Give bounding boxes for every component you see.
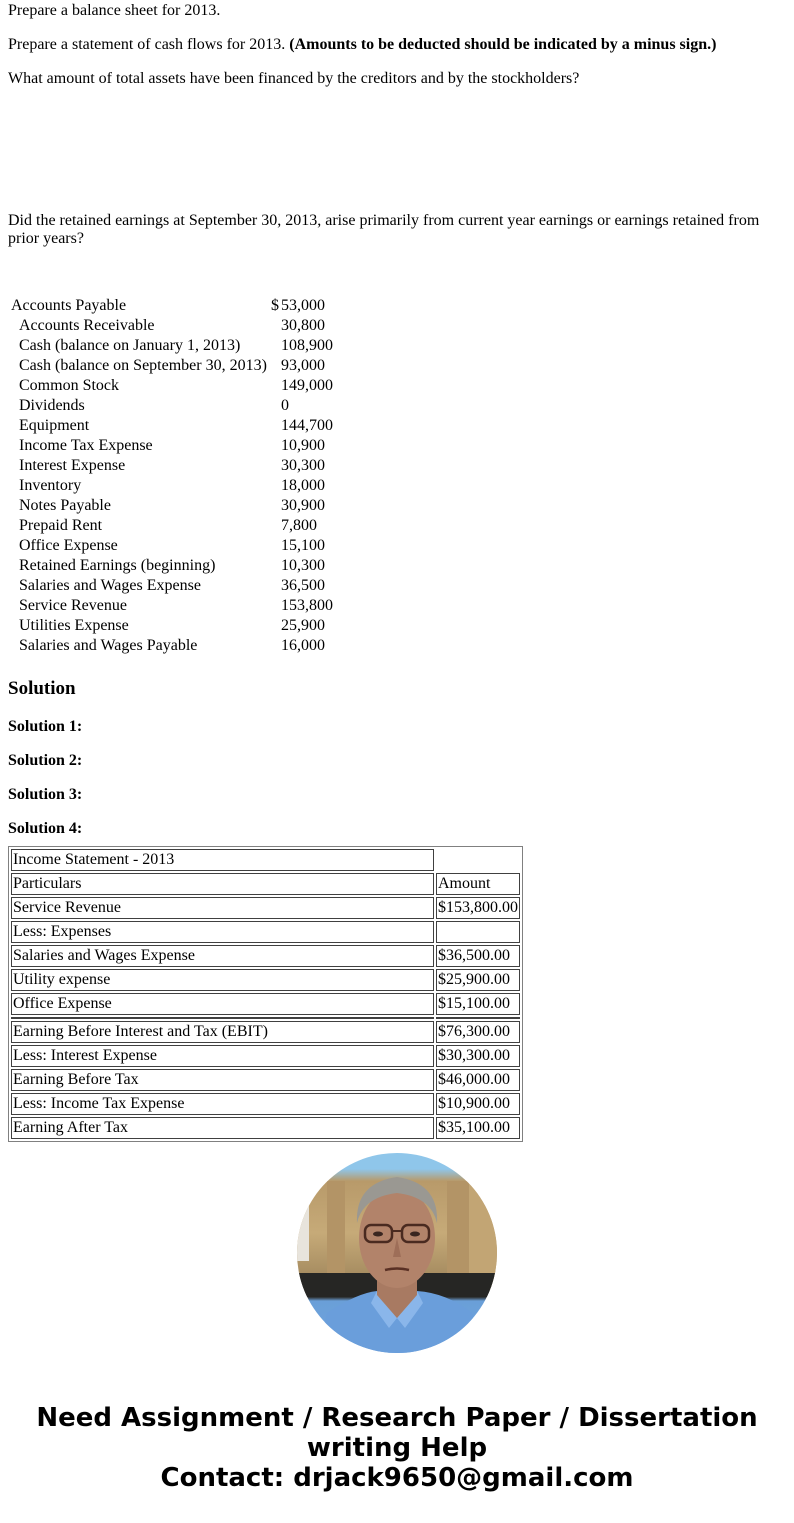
account-value: 153,800 [280,597,333,614]
row-amount: $10,900.00 [436,1093,520,1115]
account-value: 149,000 [280,377,333,394]
row-amount: $36,500.00 [436,945,520,967]
solution-1-heading: Solution 1: [8,718,83,735]
account-label: Income Tax Expense [19,437,153,454]
table-row [11,921,520,943]
account-value: 7,800 [280,517,317,534]
accounts-table [8,296,336,656]
spacer [8,104,786,196]
table-row [11,969,520,991]
column-header-particulars: Particulars [11,873,434,895]
solution-3-heading: Solution 3: [8,786,83,803]
account-value: 36,500 [280,577,325,594]
account-row [10,556,334,576]
account-value: 25,900 [280,617,325,634]
account-row [10,576,334,596]
question-cash-flows-note: (Amounts to be deducted should be indicated by a minus sign.) [289,36,717,53]
account-label: Common Stock [19,377,120,394]
row-label: Less: Interest Expense [11,1045,434,1067]
spacer [8,264,786,296]
income-statement-title: Income Statement - 2013 [11,849,434,871]
table-row [11,1045,520,1067]
income-statement-table [8,846,523,1142]
account-row [10,536,334,556]
table-row [11,993,520,1015]
account-row [10,336,334,356]
row-amount: $30,300.00 [436,1045,520,1067]
account-label: Salaries and Wages Payable [19,637,198,654]
account-value: 108,900 [280,337,333,354]
account-label: Accounts Payable [11,297,127,314]
document-body [8,0,786,1142]
table-header-row [11,873,520,895]
account-label: Equipment [19,417,90,434]
banner-contact-email: Contact: drjack9650@gmail.com [160,1463,634,1493]
account-label: Utilities Expense [19,617,129,634]
row-label: Less: Income Tax Expense [11,1093,434,1115]
account-row [10,356,334,376]
table-title-row [11,849,520,871]
account-row [10,376,334,396]
account-row [10,596,334,616]
account-value: 18,000 [280,477,325,494]
row-amount: $76,300.00 [436,1021,520,1043]
row-label: Salaries and Wages Expense [11,945,434,967]
account-row [10,316,334,336]
account-label: Office Expense [19,537,118,554]
row-label: Utility expense [11,969,434,991]
column-header-amount: Amount [436,873,520,895]
row-amount: $15,100.00 [436,993,520,1015]
account-value: 15,100 [280,537,325,554]
row-amount: $25,900.00 [436,969,520,991]
account-row [10,636,334,656]
account-label: Dividends [19,397,85,414]
table-row [11,1117,520,1139]
account-label: Service Revenue [19,597,127,614]
banner-line-2: writing Help [306,1433,488,1463]
account-label: Cash (balance on September 30, 2013) [19,357,267,374]
account-row [10,396,334,416]
account-value: 30,300 [280,457,325,474]
account-row [10,496,334,516]
account-label: Inventory [19,477,82,494]
account-value: 10,300 [280,557,325,574]
account-row [10,436,334,456]
row-label: Earning After Tax [11,1117,434,1139]
row-amount: $46,000.00 [436,1069,520,1091]
row-amount: $153,800.00 [436,897,520,919]
table-row [11,945,520,967]
account-row [10,476,334,496]
account-row [10,616,334,636]
account-row [10,416,334,436]
account-label: Cash (balance on January 1, 2013) [19,337,241,354]
account-value: 93,000 [280,357,325,374]
row-amount: $35,100.00 [436,1117,520,1139]
account-label: Salaries and Wages Expense [19,577,201,594]
question-balance-sheet: Prepare a balance sheet for 2013. [8,2,221,19]
account-value: 16,000 [280,637,325,654]
row-label: Earning Before Interest and Tax (EBIT) [11,1021,434,1043]
question-cash-flows [8,36,786,54]
account-row [10,516,334,536]
author-avatar [297,1153,497,1353]
question-retained-earnings: Did the retained earnings at September 30, 2013, arise primarily from current year earnings or earnings retained from prior years? [8,212,760,247]
row-label: Earning Before Tax [11,1069,434,1091]
question-financing: What amount of total assets have been financed by the creditors and by the stockholders? [8,70,580,87]
account-row [10,456,334,476]
row-label: Less: Expenses [11,921,434,943]
row-amount [436,921,520,943]
solution-2-heading: Solution 2: [8,752,83,769]
table-row [11,1021,520,1043]
account-label: Accounts Receivable [19,317,155,334]
account-label: Notes Payable [19,497,111,514]
table-row [11,1069,520,1091]
account-label: Interest Expense [19,457,126,474]
contact-banner [0,1403,794,1493]
row-label: Service Revenue [11,897,434,919]
solution-4-heading: Solution 4: [8,820,83,837]
table-spacer-row [11,1017,520,1019]
question-cash-flows-text: Prepare a statement of cash flows for 2013. [8,36,290,53]
person-portrait-icon [297,1153,497,1353]
account-value: 10,900 [280,437,325,454]
account-row [10,296,334,316]
solution-heading: Solution [8,678,76,699]
banner-line-1: Need Assignment / Research Paper / Dissertation [36,1403,758,1433]
account-label: Prepaid Rent [19,517,103,534]
row-label: Office Expense [11,993,434,1015]
account-value: 144,700 [280,417,333,434]
table-row [11,1093,520,1115]
account-label: Retained Earnings (beginning) [19,557,216,574]
currency-symbol: $ [270,297,279,314]
account-value: 53,000 [280,297,325,314]
account-value: 30,800 [280,317,325,334]
account-value: 0 [280,397,289,414]
account-value: 30,900 [280,497,325,514]
table-row [11,897,520,919]
